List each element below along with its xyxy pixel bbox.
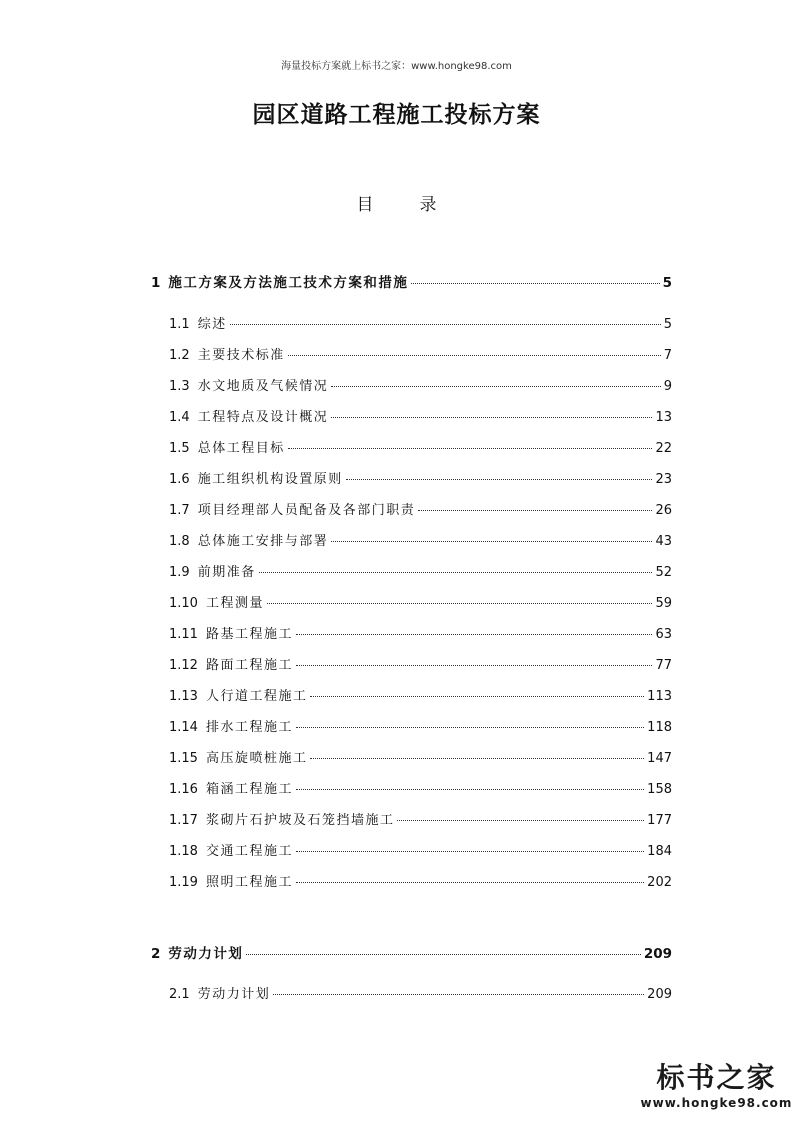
- toc-entry-1-11[interactable]: [169, 623, 672, 642]
- toc-entry-page: 59: [655, 596, 672, 611]
- toc-dot-leader: [310, 696, 644, 697]
- toc-dot-leader: [296, 665, 652, 666]
- toc-entry-page: 43: [655, 534, 672, 549]
- toc-dot-leader: [273, 994, 644, 995]
- toc-entry-label: 人行道工程施工: [205, 689, 308, 704]
- toc-entry-1-18[interactable]: [169, 840, 672, 859]
- toc-entry-label: 总体施工安排与部署: [197, 534, 329, 549]
- toc-dot-leader: [331, 541, 652, 542]
- toc-entry-number: 1.14: [169, 720, 198, 735]
- toc-entry-1-10[interactable]: [169, 592, 672, 611]
- toc-dot-leader: [288, 448, 653, 449]
- toc-entry-label: 排水工程施工: [205, 720, 293, 735]
- toc-entry-1-9[interactable]: [169, 561, 672, 580]
- toc-heading-left: 目: [356, 195, 374, 215]
- toc-entry-number: 1.7: [169, 503, 190, 518]
- toc-entry-number: 1.12: [169, 658, 198, 673]
- toc-entry-1-5[interactable]: [169, 437, 672, 456]
- header-note: 海量投标方案就上标书之家：www.hongke98.com: [281, 61, 512, 72]
- toc-entry-1-17[interactable]: [169, 809, 672, 828]
- toc-entry-page: 63: [655, 627, 672, 642]
- brand-watermark: [640, 1062, 793, 1110]
- toc-entry-1-7[interactable]: [169, 499, 672, 518]
- toc-entry-label: 项目经理部人员配备及各部门职责: [197, 503, 416, 518]
- toc-entry-number: 1.11: [169, 627, 198, 642]
- toc-entry-2-1[interactable]: [169, 983, 672, 1002]
- toc-entry-page: 52: [655, 565, 672, 580]
- toc-entry-page: 209: [643, 946, 672, 962]
- toc-heading-right: 录: [419, 195, 437, 215]
- toc-dot-leader: [296, 789, 644, 790]
- toc-entry-page: 22: [655, 441, 672, 456]
- toc-entry-label: 劳动力计划: [168, 946, 244, 962]
- document-title: 园区道路工程施工投标方案: [252, 102, 541, 128]
- toc-entry-label: 工程特点及设计概况: [197, 410, 329, 425]
- toc-entry-label: 路基工程施工: [205, 627, 293, 642]
- toc-entry-page: 209: [647, 987, 672, 1002]
- toc-dot-leader: [246, 954, 640, 955]
- toc-entry-number: 1.5: [169, 441, 190, 456]
- toc-entry-label: 箱涵工程施工: [205, 782, 293, 797]
- toc-dot-leader: [296, 882, 644, 883]
- toc-dot-leader: [397, 820, 644, 821]
- toc-dot-leader: [346, 479, 653, 480]
- toc-entry-1-3[interactable]: [169, 375, 672, 394]
- toc-entry-number: 1.15: [169, 751, 198, 766]
- toc-entry-label: 交通工程施工: [205, 844, 293, 859]
- toc-dot-leader: [418, 510, 652, 511]
- toc-entry-number: 1.1: [169, 317, 190, 332]
- toc-dot-leader: [267, 603, 652, 604]
- toc-entry-label: 施工方案及方法施工技术方案和措施: [168, 275, 409, 291]
- toc-entry-label: 施工组织机构设置原则: [197, 472, 343, 487]
- toc-entry-number: 1.16: [169, 782, 198, 797]
- toc-entry-page: 77: [655, 658, 672, 673]
- toc-entry-number: 2: [151, 946, 161, 962]
- toc-entry-page: 13: [655, 410, 672, 425]
- toc-entry-page: 177: [647, 813, 672, 828]
- toc-dot-leader: [411, 283, 659, 284]
- toc-entry-page: 26: [655, 503, 672, 518]
- toc-entry-page: 23: [655, 472, 672, 487]
- toc-dot-leader: [259, 572, 653, 573]
- toc-entry-number: 1.8: [169, 534, 190, 549]
- toc-entry-number: 1.18: [169, 844, 198, 859]
- toc-entry-number: 1.4: [169, 410, 190, 425]
- toc-entry-page: 158: [647, 782, 672, 797]
- toc-dot-leader: [288, 355, 661, 356]
- toc-entry-1-2[interactable]: [169, 344, 672, 363]
- toc-entry-number: 1.13: [169, 689, 198, 704]
- toc-entry-label: 工程测量: [205, 596, 264, 611]
- toc-entry-page: 147: [647, 751, 672, 766]
- brand-name: 标书之家: [656, 1061, 777, 1094]
- toc-entry-label: 浆砌片石护坡及石笼挡墙施工: [205, 813, 395, 828]
- toc-heading: [0, 190, 793, 215]
- toc-entry-number: 1.2: [169, 348, 190, 363]
- toc-entry-label: 总体工程目标: [197, 441, 285, 456]
- toc-entry-number: 1.17: [169, 813, 198, 828]
- toc-dot-leader: [296, 634, 652, 635]
- toc-entry-number: 1: [151, 275, 161, 291]
- toc-entry-label: 水文地质及气候情况: [197, 379, 329, 394]
- toc-entry-1-13[interactable]: [169, 685, 672, 704]
- toc-entry-1[interactable]: [151, 271, 672, 291]
- toc-entry-label: 高压旋喷桩施工: [205, 751, 308, 766]
- toc-entry-page: 7: [663, 348, 672, 363]
- toc-entry-label: 路面工程施工: [205, 658, 293, 673]
- toc-entry-page: 184: [647, 844, 672, 859]
- toc-entry-page: 202: [647, 875, 672, 890]
- toc-dot-leader: [296, 727, 644, 728]
- toc-dot-leader: [331, 417, 652, 418]
- toc-dot-leader: [230, 324, 661, 325]
- toc-entry-number: 1.10: [169, 596, 198, 611]
- toc-entry-label: 劳动力计划: [197, 987, 271, 1002]
- toc-entry-number: 1.6: [169, 472, 190, 487]
- toc-entry-number: 2.1: [169, 987, 190, 1002]
- toc-entry-number: 1.3: [169, 379, 190, 394]
- toc-entry-1-8[interactable]: [169, 530, 672, 549]
- toc-entry-1-12[interactable]: [169, 654, 672, 673]
- toc-entry-label: 综述: [197, 317, 227, 332]
- toc-dot-leader: [331, 386, 661, 387]
- toc-dot-leader: [310, 758, 644, 759]
- toc-entry-2[interactable]: [151, 942, 672, 962]
- toc-entry-label: 主要技术标准: [197, 348, 285, 363]
- toc-entry-1-15[interactable]: [169, 747, 672, 766]
- toc-entry-number: 1.19: [169, 875, 198, 890]
- toc-entry-1-19[interactable]: [169, 871, 672, 890]
- toc-entry-number: 1.9: [169, 565, 190, 580]
- toc-entry-label: 照明工程施工: [205, 875, 293, 890]
- toc-entry-label: 前期准备: [197, 565, 256, 580]
- toc-entry-page: 113: [647, 689, 672, 704]
- toc-entry-page: 9: [663, 379, 672, 394]
- toc-entry-1-4[interactable]: [169, 406, 672, 425]
- toc-entry-1-1[interactable]: [169, 313, 672, 332]
- toc-entry-1-14[interactable]: [169, 716, 672, 735]
- toc-dot-leader: [296, 851, 644, 852]
- toc-entry-page: 5: [662, 275, 672, 291]
- toc-entry-page: 118: [647, 720, 672, 735]
- toc-entry-page: 5: [663, 317, 672, 332]
- toc-entry-1-6[interactable]: [169, 468, 672, 487]
- toc-entry-1-16[interactable]: [169, 778, 672, 797]
- brand-url: www.hongke98.com: [640, 1096, 793, 1110]
